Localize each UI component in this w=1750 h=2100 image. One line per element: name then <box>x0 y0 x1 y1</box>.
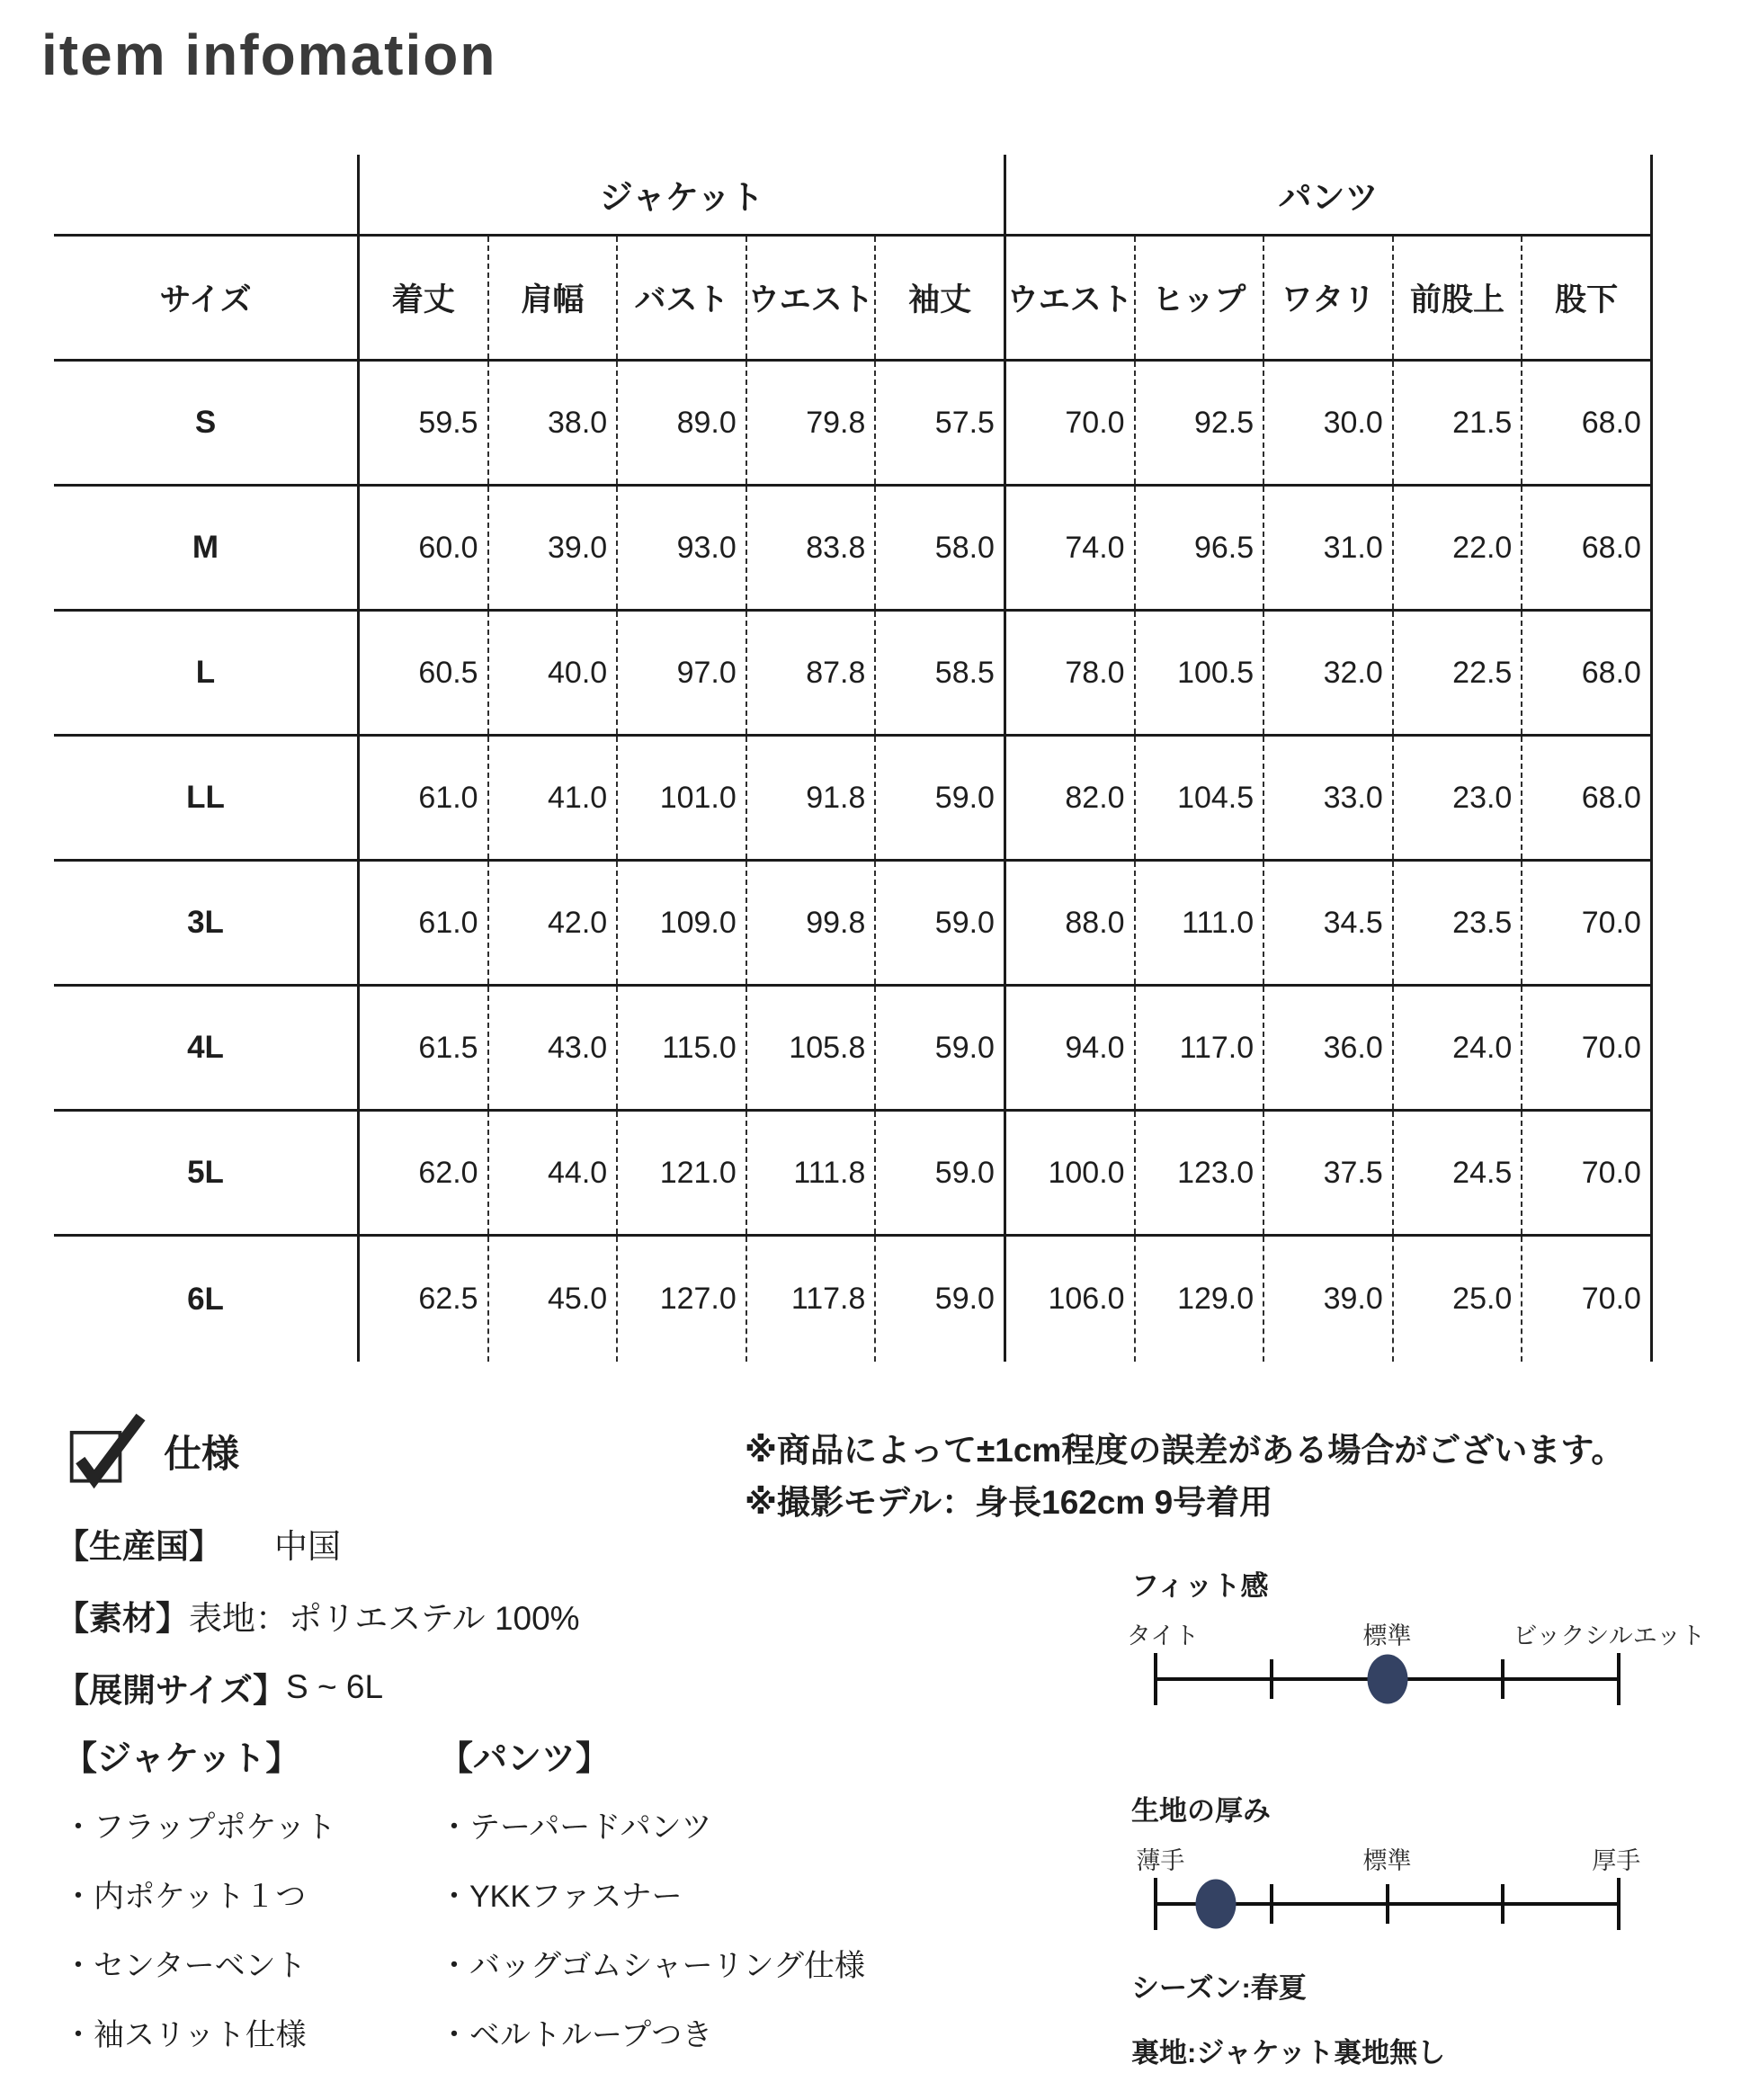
jacket-measurement: 97.0 <box>616 612 746 734</box>
feature-lists <box>63 1720 865 2067</box>
pants-feature-heading: 【パンツ】 <box>439 1740 611 1778</box>
fit-scale-area <box>1126 1613 1706 1706</box>
pants-measurement: 36.0 <box>1263 987 1392 1109</box>
spec-heading-label: 仕様 <box>164 1433 240 1475</box>
pants-feature-item-1: ・YKKファスナー <box>439 1880 683 1914</box>
note-line-0: ※商品によって±1cm程度の誤差がある場合がございます。 <box>745 1432 1625 1469</box>
pants-measurement: 31.0 <box>1263 487 1392 609</box>
pants-feature-item-2: ・バッグゴムシャーリング仕様 <box>439 1949 865 1983</box>
column-header-jacket-2: バスト <box>616 237 746 359</box>
size-row-6L <box>54 1237 1653 1362</box>
jacket-measurement: 79.8 <box>746 362 875 484</box>
pants-measurement: 39.0 <box>1263 1237 1392 1362</box>
pants-measurement: 37.5 <box>1263 1112 1392 1234</box>
column-header-jacket-1: 肩幅 <box>487 237 617 359</box>
thickness-label-thin: 薄手 <box>1136 1847 1185 1874</box>
jacket-measurement: 40.0 <box>487 612 617 734</box>
spec-field-2 <box>56 1651 580 1723</box>
jacket-measurement: 58.0 <box>874 487 1004 609</box>
thickness-scale-area <box>1136 1837 1641 1931</box>
thickness-scale-dot <box>1195 1880 1236 1929</box>
pants-measurement: 68.0 <box>1521 737 1653 859</box>
size-label: S <box>194 405 217 440</box>
jacket-measurement: 60.0 <box>357 487 487 609</box>
spec-field-label: 【展開サイズ】 <box>56 1672 287 1709</box>
jacket-measurement: 83.8 <box>746 487 875 609</box>
pants-measurement: 68.0 <box>1521 612 1653 734</box>
thickness-indicator-title: 生地の厚み <box>1131 1795 1271 1827</box>
jacket-measurement: 59.0 <box>874 1237 1004 1362</box>
fit-scale-tick-1 <box>1270 1659 1273 1699</box>
fit-scale <box>1156 1652 1619 1706</box>
table-body <box>54 362 1653 1362</box>
jacket-measurement: 105.8 <box>746 987 875 1109</box>
pants-feature-list <box>439 1720 865 2067</box>
jacket-measurement: 62.0 <box>357 1112 487 1234</box>
thickness-scale-labels <box>1136 1837 1641 1874</box>
spec-field-value: 中国 <box>274 1528 341 1565</box>
size-row-5L <box>54 1112 1653 1237</box>
thickness-scale-tick-1 <box>1270 1884 1273 1924</box>
jacket-measurement: 59.0 <box>874 862 1004 984</box>
jacket-measurement: 42.0 <box>487 862 617 984</box>
thickness-scale <box>1156 1877 1619 1931</box>
pants-feature-item-0: ・テーパードパンツ <box>439 1810 712 1845</box>
pants-measurement: 117.0 <box>1134 987 1263 1109</box>
pants-measurement: 70.0 <box>1521 862 1653 984</box>
column-header-jacket-3: ウエスト <box>746 237 875 359</box>
pants-measurement: 23.0 <box>1392 737 1522 859</box>
pants-measurement: 70.0 <box>1521 1112 1653 1234</box>
jacket-feature-heading: 【ジャケット】 <box>63 1740 300 1778</box>
pants-measurement: 24.0 <box>1392 987 1522 1109</box>
column-header-pants-3: 前股上 <box>1392 237 1522 359</box>
jacket-measurement: 58.5 <box>874 612 1004 734</box>
pants-measurement: 21.5 <box>1392 362 1522 484</box>
jacket-measurement: 62.5 <box>357 1237 487 1362</box>
thickness-label-standard: 標準 <box>1362 1847 1412 1874</box>
pants-measurement: 78.0 <box>1004 612 1134 734</box>
size-row-M <box>54 487 1653 612</box>
size-label: L <box>195 655 216 690</box>
jacket-measurement: 115.0 <box>616 987 746 1109</box>
pants-measurement: 82.0 <box>1004 737 1134 859</box>
jacket-measurement: 39.0 <box>487 487 617 609</box>
size-row-4L <box>54 987 1653 1112</box>
group-header-jacket: ジャケット <box>357 155 1004 234</box>
group-header-spacer <box>54 155 357 234</box>
jacket-measurement: 121.0 <box>616 1112 746 1234</box>
jacket-measurement: 111.8 <box>746 1112 875 1234</box>
pants-measurement: 68.0 <box>1521 362 1653 484</box>
column-header-pants-1: ヒップ <box>1134 237 1263 359</box>
checkbox-checked-icon <box>65 1408 151 1495</box>
fit-scale-tick-0 <box>1154 1653 1157 1705</box>
pants-measurement: 32.0 <box>1263 612 1392 734</box>
fit-indicator-title: フィット感 <box>1131 1570 1269 1602</box>
size-label: 5L <box>187 1155 224 1190</box>
jacket-measurement: 59.0 <box>874 987 1004 1109</box>
jacket-feature-list <box>63 1720 439 2067</box>
jacket-measurement: 44.0 <box>487 1112 617 1234</box>
pants-measurement: 70.0 <box>1004 362 1134 484</box>
pants-feature-item-3: ・ベルトループつき <box>439 2018 713 2052</box>
jacket-feature-item-3: ・袖スリット仕様 <box>63 2018 307 2052</box>
column-header-pants-4: 股下 <box>1521 237 1653 359</box>
jacket-measurement: 89.0 <box>616 362 746 484</box>
jacket-measurement: 99.8 <box>746 862 875 984</box>
jacket-measurement: 59.0 <box>874 737 1004 859</box>
jacket-measurement: 91.8 <box>746 737 875 859</box>
spec-field-label: 【生産国】 <box>56 1528 222 1565</box>
lining-text: 裏地:ジャケット裏地無し <box>1131 2037 1446 2069</box>
jacket-measurement: 109.0 <box>616 862 746 984</box>
fit-label-standard: 標準 <box>1362 1622 1412 1649</box>
pants-measurement: 92.5 <box>1134 362 1263 484</box>
jacket-measurement: 59.0 <box>874 1112 1004 1234</box>
jacket-measurement: 61.0 <box>357 862 487 984</box>
season-text: シーズン:春夏 <box>1131 1972 1307 2004</box>
jacket-measurement: 43.0 <box>487 987 617 1109</box>
spec-field-0 <box>56 1507 580 1579</box>
fit-label-tight: タイト <box>1126 1622 1200 1649</box>
pants-measurement: 94.0 <box>1004 987 1134 1109</box>
thickness-scale-tick-3 <box>1501 1884 1504 1924</box>
jacket-measurement: 101.0 <box>616 737 746 859</box>
column-header-jacket-4: 袖丈 <box>874 237 1004 359</box>
pants-measurement: 23.5 <box>1392 862 1522 984</box>
pants-measurement: 68.0 <box>1521 487 1653 609</box>
size-row-3L <box>54 862 1653 987</box>
pants-measurement: 106.0 <box>1004 1237 1134 1362</box>
pants-measurement: 30.0 <box>1263 362 1392 484</box>
jacket-measurement: 45.0 <box>487 1237 617 1362</box>
jacket-feature-item-2: ・センターベント <box>63 1949 307 1983</box>
jacket-feature-item-0: ・フラップポケット <box>63 1810 336 1845</box>
size-label: 6L <box>187 1281 224 1317</box>
jacket-feature-item-1: ・内ポケット１つ <box>63 1880 307 1914</box>
pants-measurement: 33.0 <box>1263 737 1392 859</box>
thickness-label-thick: 厚手 <box>1592 1847 1641 1874</box>
fit-scale-dot <box>1367 1655 1407 1704</box>
jacket-measurement: 117.8 <box>746 1237 875 1362</box>
size-row-S <box>54 362 1653 487</box>
fit-indicator <box>1126 1563 1743 1706</box>
jacket-measurement: 127.0 <box>616 1237 746 1362</box>
spec-field-value: S ~ 6L <box>286 1668 384 1705</box>
group-header-pants: パンツ <box>1004 155 1653 234</box>
spec-fields <box>56 1507 580 1723</box>
pants-measurement: 22.5 <box>1392 612 1522 734</box>
pants-measurement: 129.0 <box>1134 1237 1263 1362</box>
pants-measurement: 104.5 <box>1134 737 1263 859</box>
jacket-measurement: 93.0 <box>616 487 746 609</box>
pants-measurement: 111.0 <box>1134 862 1263 984</box>
jacket-measurement: 61.0 <box>357 737 487 859</box>
pants-measurement: 100.5 <box>1134 612 1263 734</box>
pants-measurement: 88.0 <box>1004 862 1134 984</box>
pants-measurement: 25.0 <box>1392 1237 1522 1362</box>
spec-field-value: 表地：ポリエステル 100% <box>189 1600 580 1637</box>
fit-scale-tick-4 <box>1617 1653 1621 1705</box>
jacket-measurement: 57.5 <box>874 362 1004 484</box>
size-table <box>54 155 1653 1362</box>
pants-measurement: 123.0 <box>1134 1112 1263 1234</box>
thickness-indicator <box>1131 1788 1743 1931</box>
size-label: M <box>192 530 219 565</box>
size-label: LL <box>186 780 225 815</box>
table-group-header-row <box>54 155 1653 237</box>
size-label: 4L <box>187 1030 224 1065</box>
jacket-measurement: 61.5 <box>357 987 487 1109</box>
pants-measurement: 22.0 <box>1392 487 1522 609</box>
pants-measurement: 100.0 <box>1004 1112 1134 1234</box>
size-row-LL <box>54 737 1653 862</box>
table-column-header-row <box>54 237 1653 362</box>
jacket-measurement: 60.5 <box>357 612 487 734</box>
jacket-measurement: 41.0 <box>487 737 617 859</box>
thickness-scale-tick-0 <box>1154 1878 1157 1930</box>
column-header-pants-0: ウエスト <box>1004 237 1134 359</box>
jacket-measurement: 59.5 <box>357 362 487 484</box>
fit-scale-tick-3 <box>1501 1659 1504 1699</box>
column-header-jacket-0: 着丈 <box>357 237 487 359</box>
spec-field-label: 【素材】 <box>56 1600 189 1637</box>
page-title: item infomation <box>41 22 497 87</box>
column-header-size: サイズ <box>159 282 252 317</box>
size-label: 3L <box>187 905 224 940</box>
size-row-L <box>54 612 1653 737</box>
pants-measurement: 34.5 <box>1263 862 1392 984</box>
pants-measurement: 96.5 <box>1134 487 1263 609</box>
fit-scale-labels <box>1126 1613 1706 1649</box>
jacket-measurement: 87.8 <box>746 612 875 734</box>
spec-heading <box>65 1408 239 1495</box>
jacket-measurement: 38.0 <box>487 362 617 484</box>
pants-measurement: 70.0 <box>1521 987 1653 1109</box>
pants-measurement: 24.5 <box>1392 1112 1522 1234</box>
fit-label-big: ビックシルエット <box>1513 1622 1706 1649</box>
thickness-scale-tick-2 <box>1386 1884 1389 1924</box>
note-line-1: ※撮影モデル：身長162cm 9号着用 <box>745 1484 1273 1521</box>
column-header-pants-2: ワタリ <box>1263 237 1392 359</box>
notes <box>745 1421 1624 1525</box>
pants-measurement: 74.0 <box>1004 487 1134 609</box>
pants-measurement: 70.0 <box>1521 1237 1653 1362</box>
thickness-scale-tick-4 <box>1617 1878 1621 1930</box>
spec-field-1 <box>56 1579 580 1651</box>
